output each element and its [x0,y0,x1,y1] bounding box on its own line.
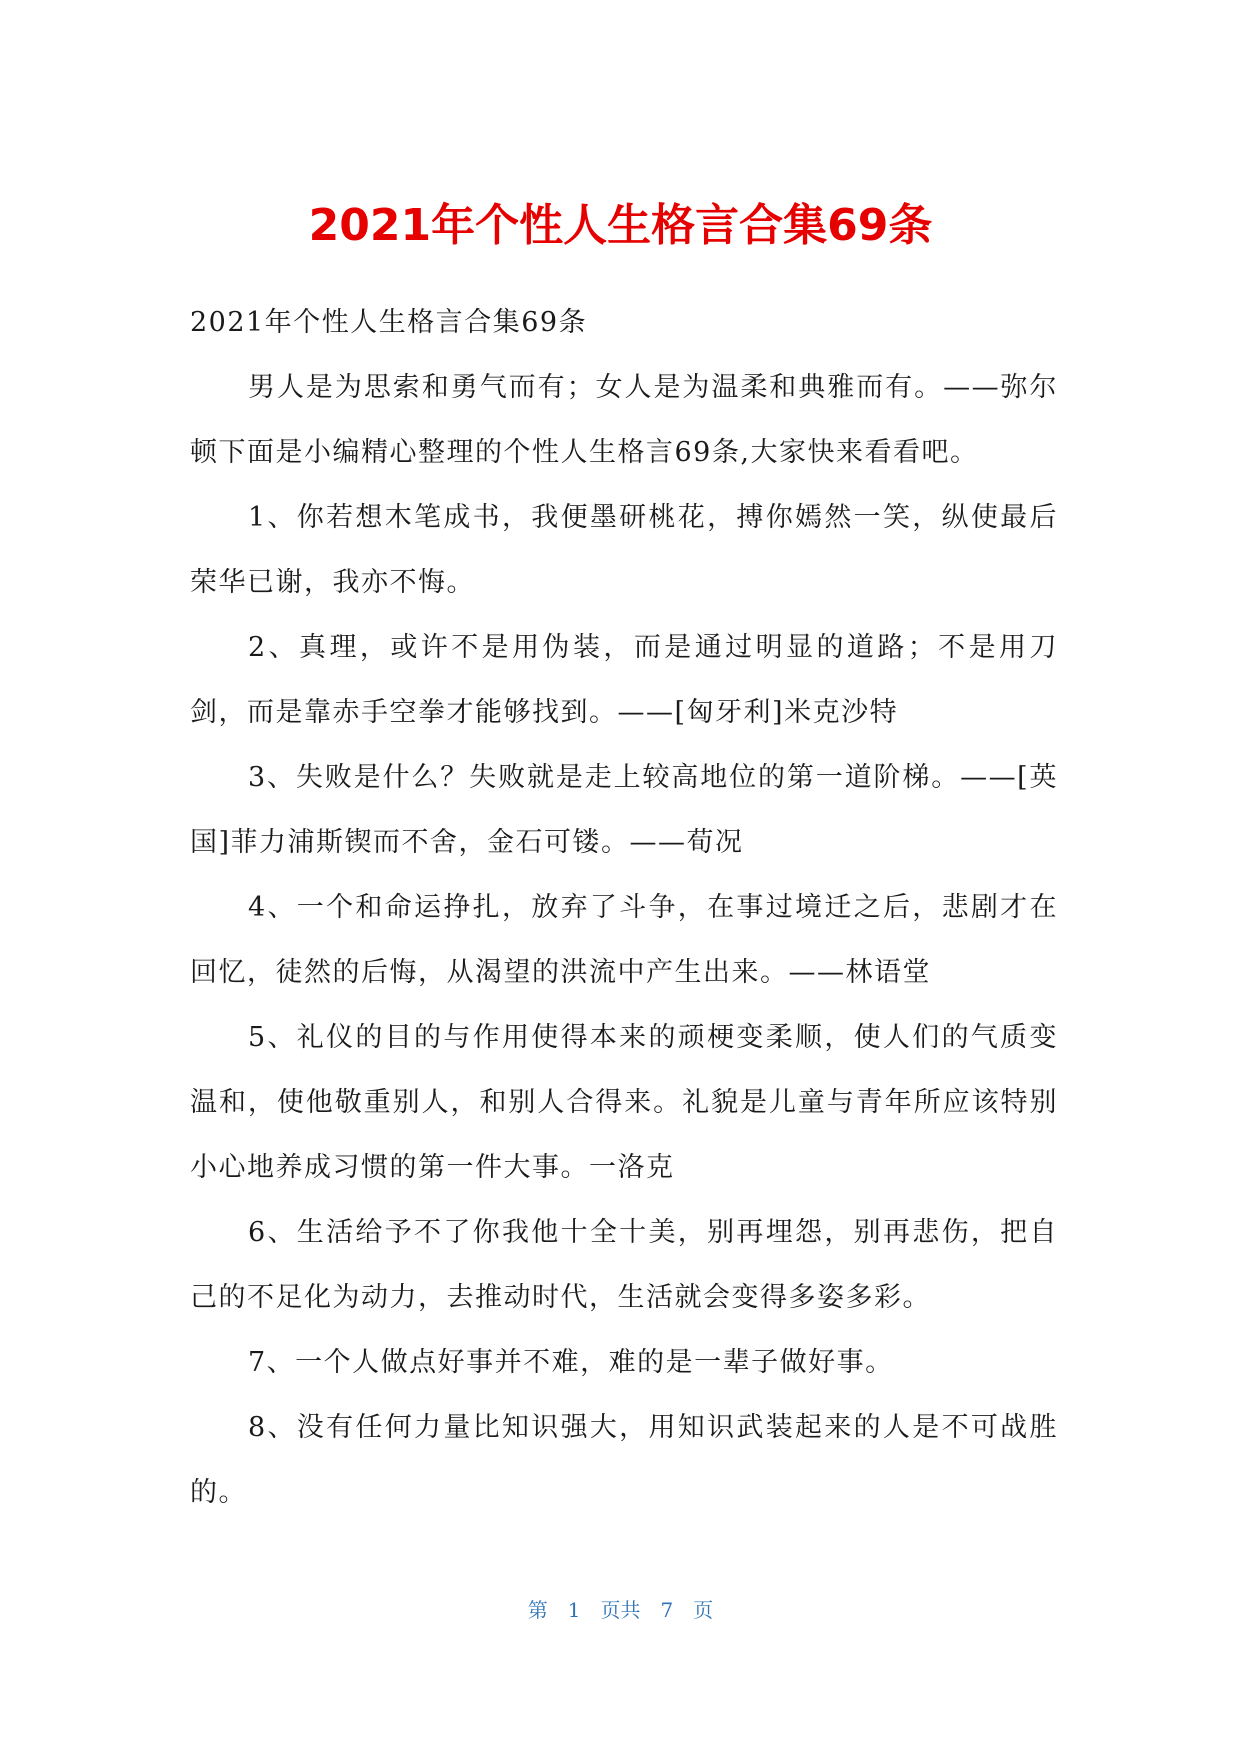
document-subtitle: 2021年个性人生格言合集69条 [190,307,588,338]
quote-paragraph-1: 1、你若想木笔成书，我便墨研桃花，搏你嫣然一笑，纵使最后荣华已谢，我亦不悔。 [190,502,1058,598]
document-body [190,290,1058,1525]
intro-paragraph: 男人是为思索和勇气而有；女人是为温柔和典雅而有。——弥尔顿下面是小编精心整理的个性人生格言69条,大家快来看看吧。 [190,372,1058,468]
quote-paragraph-6: 6、生活给予不了你我他十全十美，别再埋怨，别再悲伤，把自己的不足化为动力，去推动时代，生活就会变得多姿多彩。 [190,1217,1058,1313]
quote-paragraph-8: 8、没有任何力量比知识强大，用知识武装起来的人是不可战胜的。 [190,1412,1058,1508]
document-title: 2021年个性人生格言合集69条 [308,200,933,251]
quote-paragraph-2: 2、真理，或许不是用伪装，而是通过明显的道路；不是用刀剑，而是靠赤手空拳才能够找到。——[匈牙利]米克沙特 [190,632,1058,728]
quote-paragraph-7: 7、一个人做点好事并不难，难的是一辈子做好事。 [248,1347,894,1378]
quote-paragraph-4: 4、一个和命运挣扎，放弃了斗争，在事过境迁之后，悲剧才在回忆，徒然的后悔，从渴望的洪流中产生出来。——林语堂 [190,892,1058,988]
quote-paragraph-3: 3、失败是什么？失败就是走上较高地位的第一道阶梯。——[英国]菲力浦斯锲而不舍，金石可镂。——荀况 [190,762,1058,858]
page-number-footer: 第 1 页共 7 页 [527,1598,714,1622]
quote-paragraph-5: 5、礼仪的目的与作用使得本来的顽梗变柔顺，使人们的气质变温和，使他敬重别人，和别人合得来。礼貌是儿童与青年所应该特别小心地养成习惯的第一件大事。一洛克 [190,1022,1058,1183]
